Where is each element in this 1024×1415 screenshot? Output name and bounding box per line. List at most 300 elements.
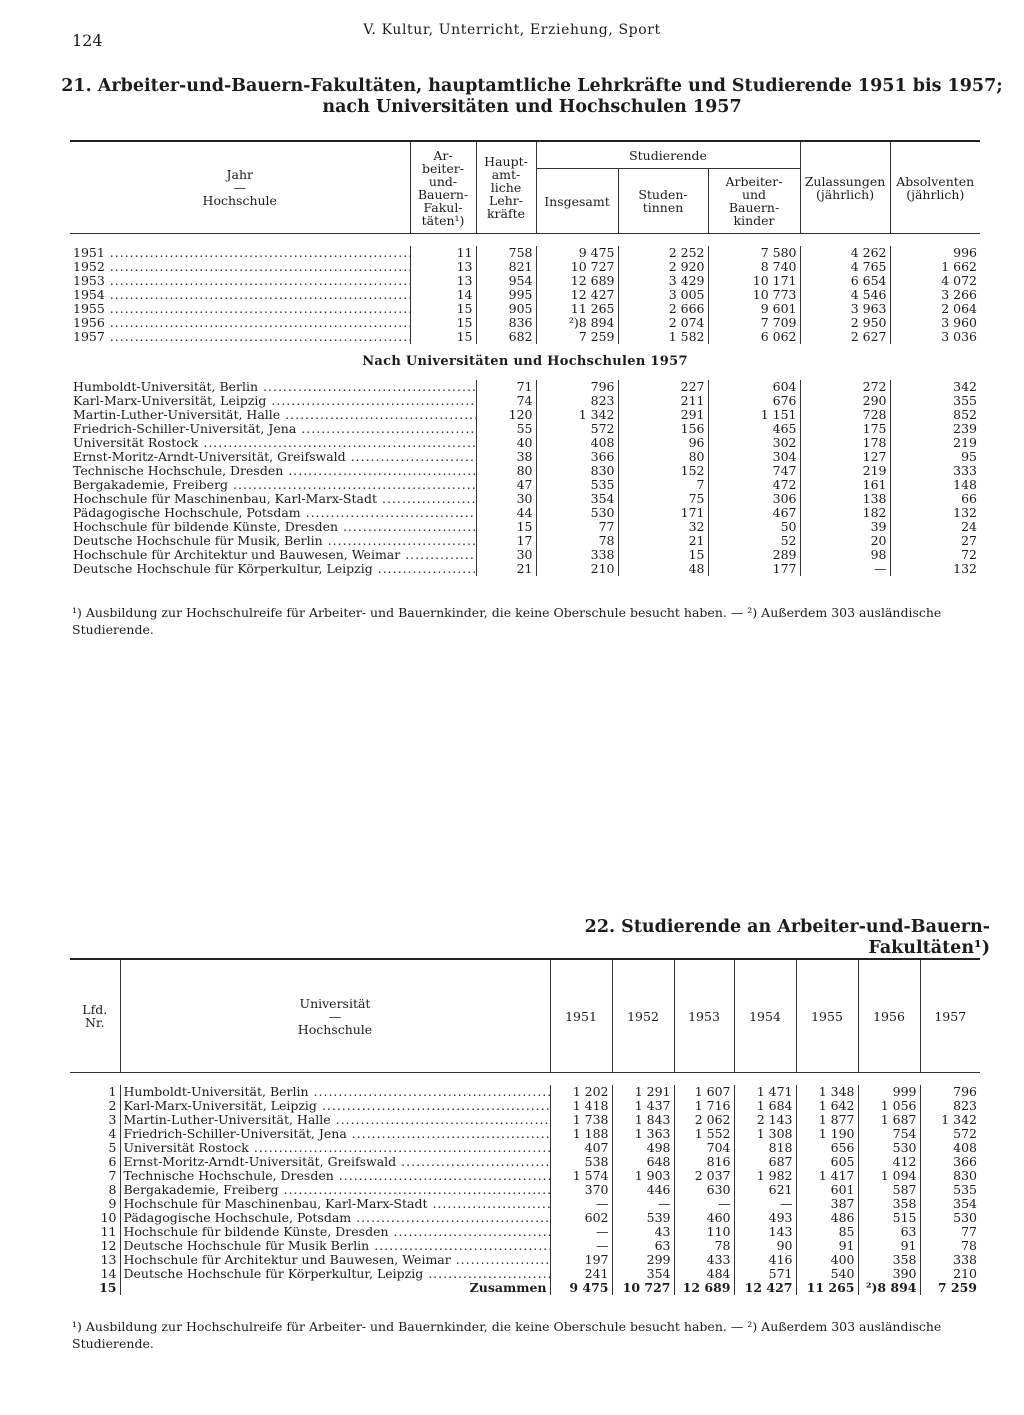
value-cell: 96 [618, 436, 708, 450]
header-abf-line: täten¹) [421, 212, 465, 228]
value-cell: 80 [618, 450, 708, 464]
value-cell: — [550, 1239, 612, 1253]
value-cell: 996 [890, 246, 980, 260]
table21-schools-body [70, 380, 980, 576]
header-year: 1952 [612, 959, 674, 1073]
header-year: 1957 [920, 959, 980, 1073]
value-cell: 538 [550, 1155, 612, 1169]
value-cell: 10 727 [536, 260, 618, 274]
value-cell: 43 [612, 1225, 674, 1239]
value-cell: 10 773 [708, 288, 800, 302]
value-cell: 24 [890, 520, 980, 534]
value-cell: 355 [890, 394, 980, 408]
value-cell: 687 [734, 1155, 796, 1169]
value-cell: 954 [476, 274, 536, 288]
table21 [70, 140, 980, 576]
value-cell: 178 [800, 436, 890, 450]
value-cell: 796 [536, 380, 618, 394]
value-cell: 302 [708, 436, 800, 450]
value-cell: 408 [920, 1141, 980, 1155]
value-cell: 484 [674, 1267, 734, 1281]
value-cell: 148 [890, 478, 980, 492]
value-cell: 648 [612, 1155, 674, 1169]
value-cell: 9 601 [708, 302, 800, 316]
value-cell: 1 471 [734, 1085, 796, 1099]
value-cell: 21 [618, 534, 708, 548]
school-name: Pädagogische Hochschule, Potsdam ..... [120, 1211, 550, 1225]
value-cell: 605 [796, 1155, 858, 1169]
value-cell: 621 [734, 1183, 796, 1197]
value-cell: 156 [618, 422, 708, 436]
value-cell: 291 [618, 408, 708, 422]
value-cell: 358 [858, 1253, 920, 1267]
value-cell: 412 [858, 1155, 920, 1169]
school-name: Martin-Luther-Universität, Halle ..... [120, 1113, 550, 1127]
value-cell: 50 [708, 520, 800, 534]
running-head: V. Kultur, Unterricht, Erziehung, Sport [363, 22, 661, 38]
value-cell: 78 [920, 1239, 980, 1253]
school-name: Hochschule für Architektur und Bauwesen, Weimar ..... [70, 548, 476, 562]
row-number: 11 [100, 1225, 117, 1239]
school-name: Karl-Marx-Universität, Leipzig ..... [70, 394, 476, 408]
value-cell: 75 [618, 492, 708, 506]
value-cell: 1 190 [796, 1127, 858, 1141]
table22 [70, 958, 980, 1295]
value-cell: 1 903 [612, 1169, 674, 1183]
value-cell: 15 [476, 520, 536, 534]
value-cell: 3 266 [890, 288, 980, 302]
value-cell: 830 [920, 1169, 980, 1183]
value-cell: 1 188 [550, 1127, 612, 1141]
school-name: Humboldt-Universität, Berlin ..... [120, 1085, 550, 1099]
row-number: 8 [108, 1183, 117, 1197]
value-cell: 446 [612, 1183, 674, 1197]
header-year: 1953 [674, 959, 734, 1073]
value-cell: 210 [920, 1267, 980, 1281]
value-cell: 408 [536, 436, 618, 450]
total-value: 7 259 [920, 1281, 980, 1295]
total-value: ²)8 894 [858, 1281, 920, 1295]
total-value: 12 689 [674, 1281, 734, 1295]
header-year: 1955 [796, 959, 858, 1073]
value-cell: — [734, 1197, 796, 1211]
value-cell: 1 418 [550, 1099, 612, 1113]
table22-total-row [70, 1281, 980, 1295]
year-row [70, 330, 980, 344]
value-cell: ²)8 894 [536, 316, 618, 330]
value-cell: 467 [708, 506, 800, 520]
value-cell: 830 [536, 464, 618, 478]
value-cell: 1 342 [920, 1113, 980, 1127]
table22-row [70, 1239, 980, 1253]
value-cell: 486 [796, 1211, 858, 1225]
school-name: Humboldt-Universität, Berlin ..... [70, 380, 476, 394]
school-row [70, 394, 980, 408]
header-studierende: Studierende [536, 141, 800, 169]
value-cell: 52 [708, 534, 800, 548]
row-number: 1 [108, 1085, 117, 1099]
value-cell: 630 [674, 1183, 734, 1197]
total-label: Zusammen [120, 1281, 550, 1295]
value-cell: 11 [410, 246, 476, 260]
school-row [70, 520, 980, 534]
year-row [70, 246, 980, 260]
value-cell: 4 546 [800, 288, 890, 302]
table22-row [70, 1169, 980, 1183]
header-abs-line: Absolventen [896, 173, 975, 189]
table22-row [70, 1183, 980, 1197]
value-cell: 1 716 [674, 1099, 734, 1113]
school-row [70, 408, 980, 422]
school-name: Hochschule für bildende Künste, Dresden ..... [70, 520, 476, 534]
header-uni-dash: — [328, 1008, 342, 1024]
school-row [70, 380, 980, 394]
header-abkinder [708, 169, 800, 234]
value-cell: — [612, 1197, 674, 1211]
value-cell: 1 582 [618, 330, 708, 344]
value-cell: 433 [674, 1253, 734, 1267]
value-cell: 227 [618, 380, 708, 394]
value-cell: 304 [708, 450, 800, 464]
total-value: 12 427 [734, 1281, 796, 1295]
school-name: Deutsche Hochschule für Musik Berlin ..... [120, 1239, 550, 1253]
value-cell: 2 064 [890, 302, 980, 316]
value-cell: 175 [800, 422, 890, 436]
value-cell: 290 [800, 394, 890, 408]
table22-row [70, 1211, 980, 1225]
school-name: Technische Hochschule, Dresden ..... [70, 464, 476, 478]
value-cell: 1 094 [858, 1169, 920, 1183]
header-stud-line: tinnen [642, 200, 684, 215]
header-year: 1951 [550, 959, 612, 1073]
value-cell: 1 843 [612, 1113, 674, 1127]
value-cell: 239 [890, 422, 980, 436]
value-cell: 27 [890, 534, 980, 548]
school-name: Deutsche Hochschule für Körperkultur, Leipzig ..... [70, 562, 476, 576]
table22-title: 22. Studierende an Arbeiter-und-Bauern-Fakultäten¹) [584, 917, 990, 958]
table22-row [70, 1127, 980, 1141]
value-cell: 1 662 [890, 260, 980, 274]
header-abk-line: Bauern- [728, 200, 780, 215]
value-cell: 143 [734, 1225, 796, 1239]
header-jahr: Jahr [226, 167, 253, 182]
value-cell: 1 982 [734, 1169, 796, 1183]
school-name: Bergakademie, Freiberg ..... [70, 478, 476, 492]
value-cell: 91 [796, 1239, 858, 1253]
value-cell: 3 963 [800, 302, 890, 316]
value-cell: 1 687 [858, 1113, 920, 1127]
value-cell: 354 [612, 1267, 674, 1281]
header-abs-line: (jährlich) [906, 186, 965, 202]
value-cell: 387 [796, 1197, 858, 1211]
value-cell: 48 [618, 562, 708, 576]
value-cell: 539 [612, 1211, 674, 1225]
header-studentinnen [618, 169, 708, 234]
value-cell: 416 [734, 1253, 796, 1267]
value-cell: 4 765 [800, 260, 890, 274]
value-cell: 13 [410, 274, 476, 288]
table21-header [70, 141, 980, 246]
value-cell: 10 171 [708, 274, 800, 288]
value-cell: 366 [536, 450, 618, 464]
header-insgesamt: Insgesamt [536, 169, 618, 234]
value-cell: 1 363 [612, 1127, 674, 1141]
school-name: Pädagogische Hochschule, Potsdam ..... [70, 506, 476, 520]
table21-footnote: ¹) Ausbildung zur Hochschulreife für Arbeiter- und Bauernkinder, die keine Oberschule besucht haben. — ²) Außerdem 303 ausländische Studierende. [72, 605, 942, 637]
value-cell: 132 [890, 506, 980, 520]
value-cell: 338 [536, 548, 618, 562]
value-cell: 704 [674, 1141, 734, 1155]
value-cell: 15 [410, 330, 476, 344]
row-number: 2 [108, 1099, 117, 1113]
value-cell: 460 [674, 1211, 734, 1225]
header-lfd-nr [70, 959, 120, 1073]
value-cell: 540 [796, 1267, 858, 1281]
table22-row [70, 1141, 980, 1155]
value-cell: 572 [920, 1127, 980, 1141]
value-cell: 905 [476, 302, 536, 316]
value-cell: 55 [476, 422, 536, 436]
value-cell: 1 291 [612, 1085, 674, 1099]
header-abf-line: Fakul- [423, 199, 463, 215]
school-name: Universität Rostock ..... [120, 1141, 550, 1155]
value-cell: 15 [410, 302, 476, 316]
value-cell: — [800, 562, 890, 576]
value-cell: — [674, 1197, 734, 1211]
value-cell: 71 [476, 380, 536, 394]
header-abk-line: kinder [733, 213, 775, 228]
value-cell: 12 427 [536, 288, 618, 302]
table21-years-body [70, 246, 980, 344]
school-row [70, 534, 980, 548]
value-cell: 999 [858, 1085, 920, 1099]
value-cell: 604 [708, 380, 800, 394]
value-cell: 601 [796, 1183, 858, 1197]
value-cell: 338 [920, 1253, 980, 1267]
school-row [70, 562, 980, 576]
row-number: 4 [108, 1127, 117, 1141]
school-name: Hochschule für Maschinenbau, Karl-Marx-Stadt ..... [120, 1197, 550, 1211]
value-cell: 333 [890, 464, 980, 478]
value-cell: 530 [858, 1141, 920, 1155]
year-label: 1956 ..... [70, 316, 410, 330]
year-label: 1954 ..... [70, 288, 410, 302]
header-hochschule: Hochschule [202, 193, 277, 208]
row-number: 13 [100, 1253, 117, 1267]
value-cell: 7 [618, 478, 708, 492]
value-cell: 14 [410, 288, 476, 302]
header-abf-line: und- [428, 173, 458, 189]
school-name: Ernst-Moritz-Arndt-Universität, Greifswald ..... [70, 450, 476, 464]
year-label: 1953 ..... [70, 274, 410, 288]
value-cell: 366 [920, 1155, 980, 1169]
row-number: 15 [99, 1281, 117, 1295]
table22-row [70, 1155, 980, 1169]
value-cell: 110 [674, 1225, 734, 1239]
value-cell: 1 348 [796, 1085, 858, 1099]
school-row [70, 492, 980, 506]
value-cell: 1 056 [858, 1099, 920, 1113]
value-cell: — [550, 1197, 612, 1211]
table22-header [70, 959, 980, 1085]
school-name: Hochschule für Architektur und Bauwesen, Weimar ..... [120, 1253, 550, 1267]
year-label: 1957 ..... [70, 330, 410, 344]
row-number: 12 [100, 1239, 117, 1253]
school-name: Hochschule für Maschinenbau, Karl-Marx-Stadt ..... [70, 492, 476, 506]
header-stud-line: Studen- [638, 187, 688, 202]
school-row [70, 436, 980, 450]
page-number: 124 [72, 31, 103, 50]
value-cell: 1 552 [674, 1127, 734, 1141]
row-number: 3 [108, 1113, 117, 1127]
value-cell: 63 [612, 1239, 674, 1253]
value-cell: 3 429 [618, 274, 708, 288]
value-cell: 120 [476, 408, 536, 422]
value-cell: 1 202 [550, 1085, 612, 1099]
value-cell: 127 [800, 450, 890, 464]
value-cell: 15 [410, 316, 476, 330]
value-cell: 796 [920, 1085, 980, 1099]
value-cell: 3 036 [890, 330, 980, 344]
value-cell: 85 [796, 1225, 858, 1239]
value-cell: 995 [476, 288, 536, 302]
school-name: Bergakademie, Freiberg ..... [120, 1183, 550, 1197]
row-number: 6 [108, 1155, 117, 1169]
row-number: 9 [108, 1197, 117, 1211]
value-cell: 132 [890, 562, 980, 576]
value-cell: 6 062 [708, 330, 800, 344]
header-zulassungen [800, 141, 890, 234]
school-name: Deutsche Hochschule für Musik, Berlin ..... [70, 534, 476, 548]
value-cell: 530 [920, 1211, 980, 1225]
value-cell: 47 [476, 478, 536, 492]
row-number: 5 [108, 1141, 117, 1155]
school-name: Ernst-Moritz-Arndt-Universität, Greifswald ..... [120, 1155, 550, 1169]
value-cell: 2 252 [618, 246, 708, 260]
value-cell: 177 [708, 562, 800, 576]
value-cell: 197 [550, 1253, 612, 1267]
value-cell: 1 877 [796, 1113, 858, 1127]
table22-row [70, 1113, 980, 1127]
table21-subheading-body [70, 344, 980, 380]
year-row [70, 260, 980, 274]
value-cell: 852 [890, 408, 980, 422]
value-cell: 4 072 [890, 274, 980, 288]
value-cell: 44 [476, 506, 536, 520]
header-uni-top: Universität [299, 995, 371, 1011]
value-cell: 77 [536, 520, 618, 534]
value-cell: 354 [920, 1197, 980, 1211]
header-lehr-line: liche [490, 180, 522, 195]
value-cell: 2 627 [800, 330, 890, 344]
header-absolventen [890, 141, 980, 234]
value-cell: 8 740 [708, 260, 800, 274]
value-cell: 390 [858, 1267, 920, 1281]
value-cell: 161 [800, 478, 890, 492]
header-lehr-line: Lehr- [489, 193, 523, 208]
school-name: Friedrich-Schiller-Universität, Jena ..... [120, 1127, 550, 1141]
value-cell: 80 [476, 464, 536, 478]
value-cell: 78 [674, 1239, 734, 1253]
value-cell: 38 [476, 450, 536, 464]
value-cell: 535 [920, 1183, 980, 1197]
value-cell: 7 259 [536, 330, 618, 344]
value-cell: 78 [536, 534, 618, 548]
header-universitaet [120, 959, 550, 1073]
value-cell: 656 [796, 1141, 858, 1155]
value-cell: 138 [800, 492, 890, 506]
school-name: Friedrich-Schiller-Universität, Jena ..... [70, 422, 476, 436]
row-number: 7 [108, 1169, 117, 1183]
value-cell: 571 [734, 1267, 796, 1281]
value-cell: 299 [612, 1253, 674, 1267]
value-cell: 1 342 [536, 408, 618, 422]
header-abf [410, 141, 476, 234]
value-cell: 77 [920, 1225, 980, 1239]
value-cell: 2 920 [618, 260, 708, 274]
value-cell: 4 262 [800, 246, 890, 260]
value-cell: 1 574 [550, 1169, 612, 1183]
value-cell: 676 [708, 394, 800, 408]
value-cell: 72 [890, 548, 980, 562]
header-abf-line: Bauern- [417, 186, 469, 202]
value-cell: 30 [476, 492, 536, 506]
value-cell: 823 [536, 394, 618, 408]
table21-title-line1: 21. Arbeiter-und-Bauern-Fakultäten, hauptamtliche Lehrkräfte und Studierende 1951 bis 1957; [61, 76, 1003, 96]
value-cell: 17 [476, 534, 536, 548]
year-row [70, 288, 980, 302]
total-value: 9 475 [550, 1281, 612, 1295]
row-number: 14 [100, 1267, 117, 1281]
value-cell: 13 [410, 260, 476, 274]
year-label: 1955 ..... [70, 302, 410, 316]
value-cell: 572 [536, 422, 618, 436]
value-cell: 272 [800, 380, 890, 394]
value-cell: 836 [476, 316, 536, 330]
value-cell: 2 062 [674, 1113, 734, 1127]
table21-subheading: Nach Universitäten und Hochschulen 1957 [362, 354, 688, 369]
school-row [70, 450, 980, 464]
value-cell: 306 [708, 492, 800, 506]
value-cell: 407 [550, 1141, 612, 1155]
year-row [70, 274, 980, 288]
value-cell: 39 [800, 520, 890, 534]
total-value: 11 265 [796, 1281, 858, 1295]
value-cell: 95 [890, 450, 980, 464]
value-cell: 1 151 [708, 408, 800, 422]
header-uni-bottom: Hochschule [297, 1021, 373, 1037]
value-cell: 354 [536, 492, 618, 506]
value-cell: 1 738 [550, 1113, 612, 1127]
value-cell: 30 [476, 548, 536, 562]
header-abk-line: und [741, 187, 767, 202]
school-row [70, 548, 980, 562]
school-row [70, 422, 980, 436]
value-cell: 1 437 [612, 1099, 674, 1113]
value-cell: 682 [476, 330, 536, 344]
header-lfd-line: Lfd. [82, 1002, 108, 1017]
school-name: Hochschule für bildende Künste, Dresden ..... [120, 1225, 550, 1239]
value-cell: 342 [890, 380, 980, 394]
value-cell: 2 143 [734, 1113, 796, 1127]
value-cell: 728 [800, 408, 890, 422]
value-cell: 98 [800, 548, 890, 562]
value-cell: 2 074 [618, 316, 708, 330]
table21-title [40, 76, 1024, 118]
value-cell: 7 709 [708, 316, 800, 330]
value-cell: 1 684 [734, 1099, 796, 1113]
value-cell: 1 607 [674, 1085, 734, 1099]
